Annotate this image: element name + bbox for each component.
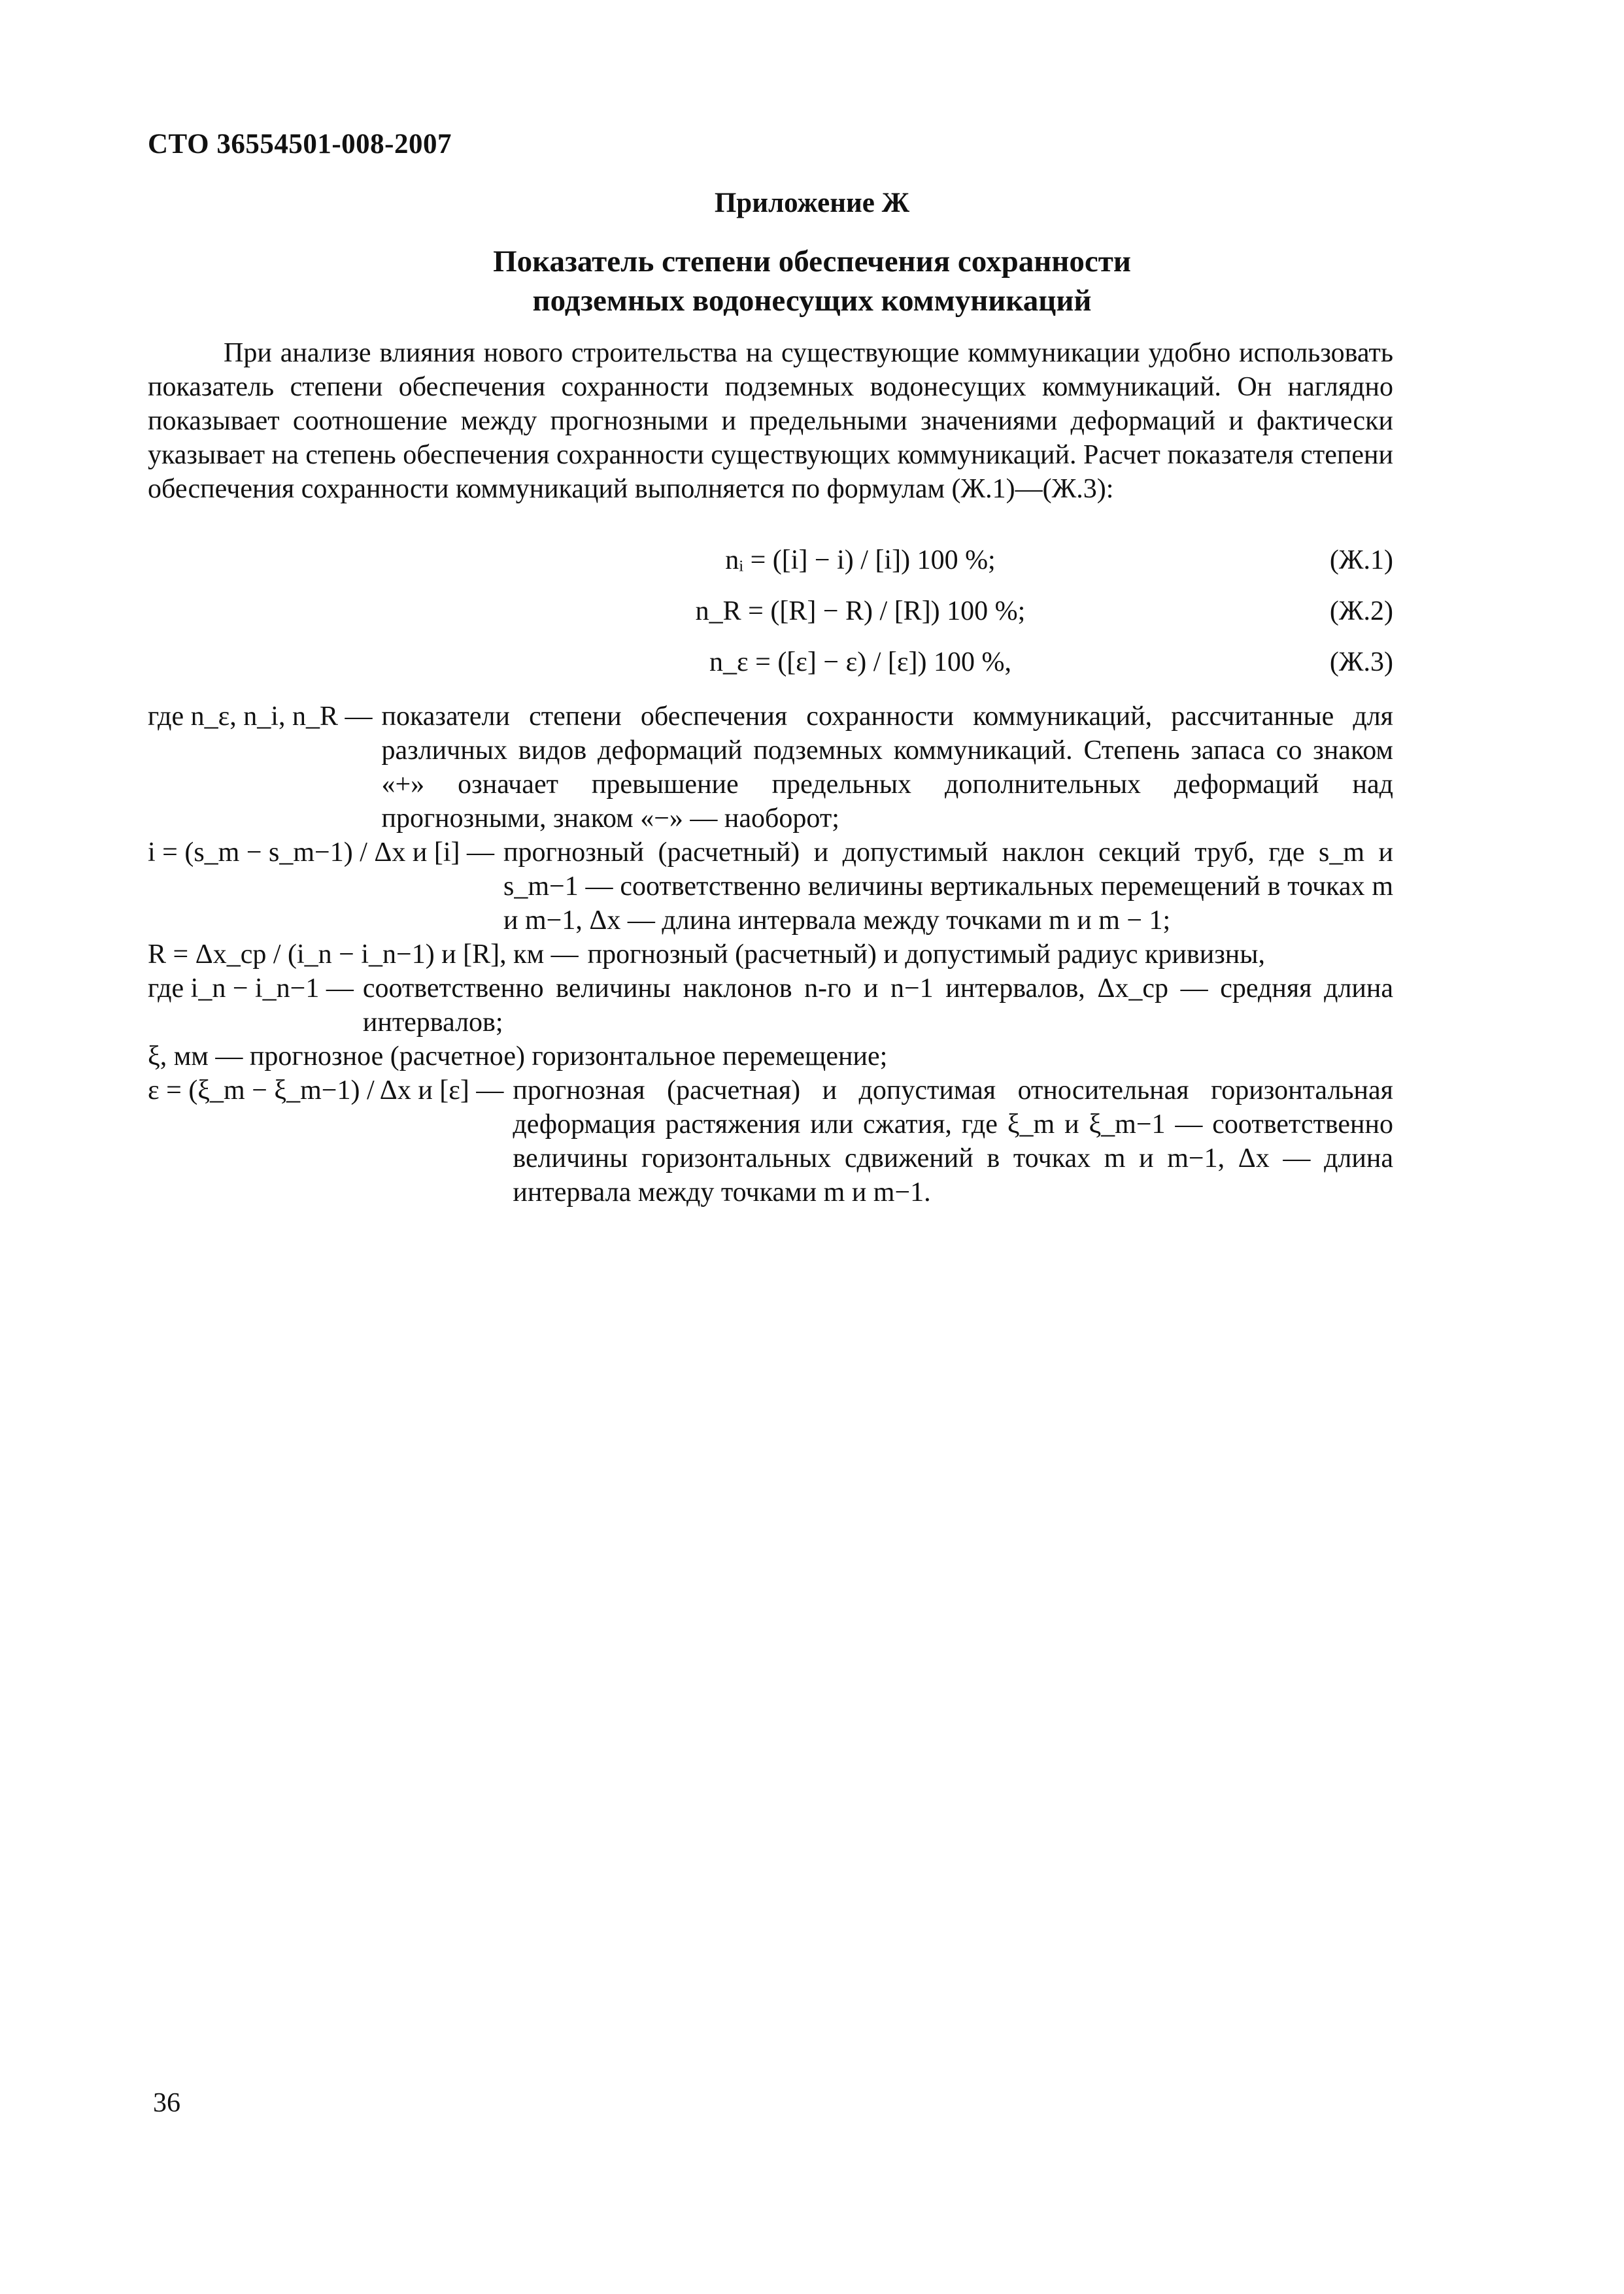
formula-3-expression: n_ε = ([ε] − ε) / [ε]) 100 %, bbox=[709, 647, 1011, 677]
definition-text: прогнозный (расчетный) и допустимый радиус кривизны, bbox=[587, 939, 1265, 970]
appendix-title bbox=[0, 242, 1624, 320]
formula-2 bbox=[148, 591, 1393, 632]
definition-text: прогнозная (расчетная) и допустимая относительная горизонтальная деформация растяжения или сжатия, где ξ_m и ξ_m−1 — соответственно величины горизонтальных сдвижений в точках m и m−1, Δx — длина интервала между точками m и m−1. bbox=[513, 1075, 1393, 1207]
definition-term: i = (s_m − s_m−1) / Δx и [i] — bbox=[148, 837, 495, 868]
appendix-title-line-1: Показатель степени обеспечения сохранности bbox=[493, 245, 1131, 278]
document-code: СТО 36554501-008-2007 bbox=[148, 129, 452, 160]
definition-text: соответственно величины наклонов n-го и n−1 интервалов, Δx_ср — средняя длина интервалов; bbox=[362, 973, 1393, 1037]
definition-item bbox=[148, 1039, 1393, 1073]
definitions-list bbox=[148, 700, 1393, 1209]
definition-text: прогнозный (расчетный) и допустимый наклон секций труб, где s_m и s_m−1 — соответственно величины вертикальных перемещений в точках m и m−1, Δx — длина интервала между точками m и m − 1; bbox=[503, 837, 1393, 936]
formula-2-number: (Ж.2) bbox=[1329, 596, 1393, 626]
intro-paragraph bbox=[148, 336, 1393, 506]
appendix-title-line-2: подземных водонесущих коммуникаций bbox=[532, 284, 1092, 318]
definition-term: ε = (ξ_m − ξ_m−1) / Δx и [ε] — bbox=[148, 1075, 504, 1105]
definition-term: R = Δx_ср / (i_n − i_n−1) и [R], км — bbox=[148, 939, 579, 970]
definition-item bbox=[148, 835, 1393, 937]
formula-1 bbox=[148, 540, 1393, 581]
definition-item bbox=[148, 937, 1393, 971]
definition-text: показатели степени обеспечения сохранности коммуникаций, рассчитанные для различных видов деформаций подземных коммуникаций. Степень запаса со знаком «+» означает превышение предельных дополнительных деформаций над прогнозными, знаком «−» — наоборот; bbox=[381, 701, 1393, 834]
definition-item bbox=[148, 1073, 1393, 1209]
appendix-label: Приложение Ж bbox=[714, 188, 910, 218]
definition-term: где i_n − i_n−1 — bbox=[148, 973, 354, 1004]
formula-2-expression: n_R = ([R] − R) / [R]) 100 %; bbox=[695, 596, 1026, 626]
formula-3-number: (Ж.3) bbox=[1329, 647, 1393, 677]
definition-term: где n_ε, n_i, n_R — bbox=[148, 701, 373, 732]
formula-1-expression: nᵢ = ([i] − i) / [i]) 100 %; bbox=[725, 545, 996, 575]
formula-3 bbox=[148, 642, 1393, 683]
definition-text: ξ, мм — прогнозное (расчетное) горизонтальное перемещение; bbox=[148, 1041, 888, 1071]
intro-text: При анализе влияния нового строительства на существующие коммуникации удобно использовать показатель степени обеспечения сохранности подземных водонесущих коммуникаций. Он наглядно показывает соотношение между прогнозными и предельными значениями деформаций и фактически указывает на степень обеспечения сохранности существующих коммуникаций. Расчет показателя степени обеспечения сохранности коммуникаций выполняется по формулам (Ж.1)—(Ж.3): bbox=[148, 338, 1393, 504]
formula-1-number: (Ж.1) bbox=[1329, 545, 1393, 575]
definition-item bbox=[148, 700, 1393, 835]
page-number: 36 bbox=[153, 2088, 180, 2118]
definition-item bbox=[148, 971, 1393, 1039]
